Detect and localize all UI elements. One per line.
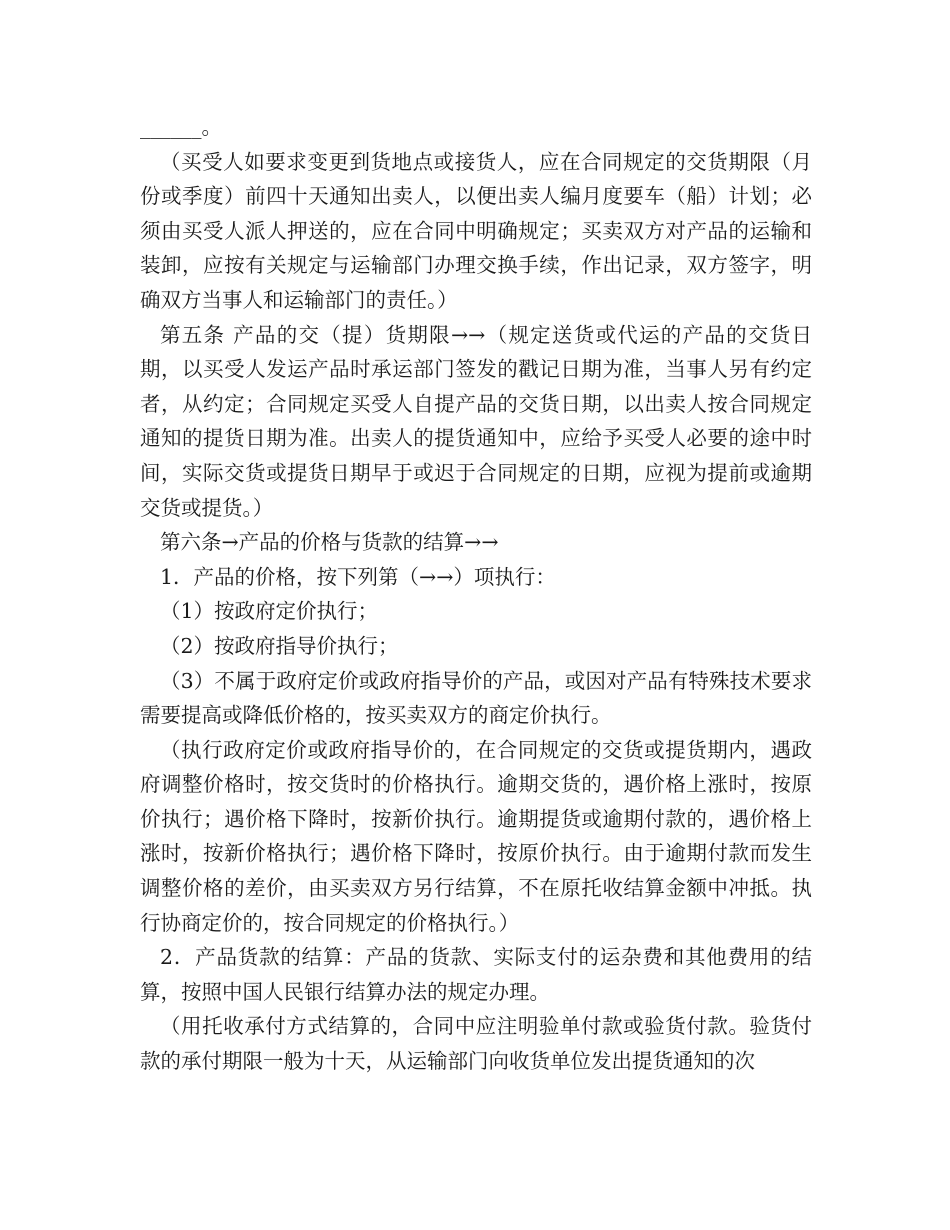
paragraph-article-5: 第五条 产品的交（提）货期限→→（规定送货或代运的产品的交货日期，以买受人发运产品时承运部门签发的戳记日期为准，当事人另有约定者，从约定；合同规定买受人自提产品的交货日期，以出卖人按合同规定通知的提货日期为准。出卖人的提货通知中，应给予买受人必要的途中时间，实际交货或提货日期早于或迟于合同规定的日期，应视为提前或逾期交货或提货。）: [140, 322, 812, 520]
blank-fill-line: ______。: [140, 115, 222, 139]
document-page: [140, 110, 812, 1079]
list-item-negotiated-price: （3）不属于政府定价或政府指导价的产品，或因对产品有特殊技术要求需要提高或降低价格的，按买卖双方的商定价执行。: [140, 668, 812, 728]
list-item-government-price: （1）按政府定价执行；: [160, 599, 379, 624]
paragraph-article-6-heading: 第六条→产品的价格与货款的结算→→: [160, 530, 499, 555]
paragraph-price-adjustment-note: （执行政府定价或政府指导价的，在合同规定的交货或提货期内，遇政府调整价格时，按交货时的价格执行。逾期交货的，遇价格上涨时，按原价执行；遇价格下降时，按新价执行。逾期提货或逾期付款的，遇价格上涨时，按新价格执行；遇价格下降时，按原价执行。由于逾期付款而发生调整价格的差价，由买卖双方另行结算，不在原托收结算金额中冲抵。执行协商定价的，按合同规定的价格执行。）: [140, 737, 812, 935]
list-item-government-guided-price: （2）按政府指导价执行；: [160, 633, 399, 658]
paragraph-collection-acceptance-note: （用托收承付方式结算的，合同中应注明验单付款或验货付款。验货付款的承付期限一般为十天，从运输部门向收货单位发出提货通知的次: [140, 1014, 812, 1074]
paragraph-delivery-change-note: （买受人如要求变更到货地点或接货人，应在合同规定的交货期限（月份或季度）前四十天通知出卖人，以便出卖人编月度要车（船）计划；必须由买受人派人押送的，应在合同中明确规定；买卖双方对产品的运输和装卸，应按有关规定与运输部门办理交换手续，作出记录，双方签字，明确双方当事人和运输部门的责任。）: [140, 149, 812, 312]
paragraph-price-clause: 1．产品的价格，按下列第（→→）项执行：: [160, 564, 556, 589]
paragraph-payment-settlement: 2．产品货款的结算：产品的货款、实际支付的运杂费和其他费用的结算，按照中国人民银行结算办法的规定办理。: [140, 945, 812, 1004]
